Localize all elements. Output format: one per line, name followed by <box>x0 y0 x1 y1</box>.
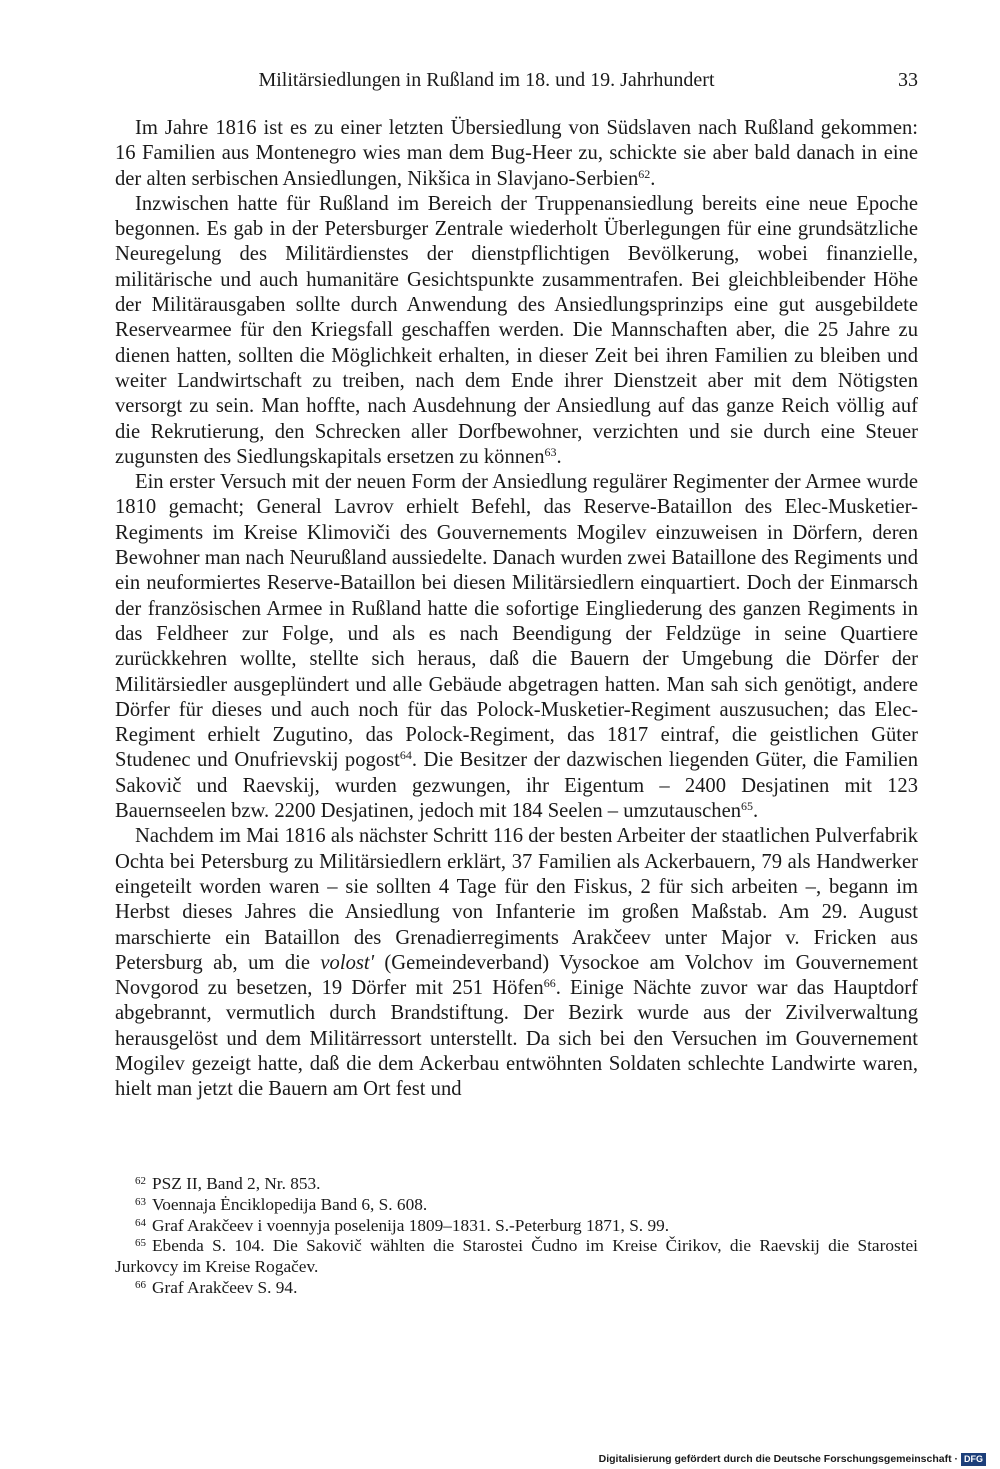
footnote-number: 63 <box>135 1195 146 1208</box>
footnote: $^{62}$ PSZ II, Band 2, Nr. 853. <box>135 1174 321 1193</box>
footnote-ref: 62 <box>638 166 651 181</box>
paragraph: Ein erster Versuch mit der neuen Form der Ansiedlung regulärer Regimenter der Armee wurde 1810 gemacht; General Lavrov erhielt Befehl, das Reserve-Bataillon des Elec-Musketier-Regiments im Kreise Klimoviči des Gouvernements Mogilev einzuweisen in Dörfern, deren Bewohner man nach Neurußland aussiedelte. Danach wurden zwei Bataillone des Regiments und ein neuformiertes Reserve-Bataillon bei diesen Militärsiedlern einquartiert. Doch der Einmarsch der französischen Armee in Rußland hatte die sofortige Eingliederung des ganzen Regiments in das Feldheer zur Folge, und als es nach Beendigung der Feldzüge in seine Quartiere zurückkehren wollte, stellte sich heraus, daß die Bauern der Umgebung die Dörfer der Militärsiedler ausgeplündert und alle Gebäude abgetragen hatten. Man sah sich genötigt, andere Dörfer für dieses und auch noch für das Polock-Musketier-Regiment auszusuchen; das Elec-Regiment erhielt Zugutino, das Polock-Regiment, das 1817 eintraf, die geistlichen Güter Studenec und Onufrievskij pogost$^{64}$. Die Besitzer der dazwischen liegenden Güter, die Familien Sakovič und Raevskij, wurden gezwungen, ihr Eigentum – 2400 Desjatinen mit 123 Bauernseelen bzw. 2200 Desjatinen, jedoch mit 184 Seelen – umzutauschen$^{65}$. <box>115 471 918 823</box>
paragraph: Inzwischen hatte für Rußland im Bereich der Truppenansiedlung bereits eine neue Epoche begonnen. Es gab in der Petersburger Zentrale wiederholt Überlegungen für eine grundsätzliche Neuregelung des Militärdienstes der dienstpflichtigen Bevölkerung, wobei finanzielle, militärische und auch humanitäre Gesichtspunkte zusammentrafen. Bei gleichbleibender Höhe der Militärausgaben sollte durch Anwendung des Ansiedlungsprinzips eine gut ausgebildete Reservearmee für den Kriegsfall geschaffen werden. Die Mannschaften aber, die 25 Jahre zu dienen hatten, sollten die Möglichkeit erhalten, in dieser Zeit bei ihren Familien zu bleiben und weiter Landwirtschaft zu treiben, nach dem Ende ihrer Dienstzeit aber mit dem Nötigsten versorgt zu sein. Man hoffte, nach Ausdehnung der Ansiedlung auf das ganze Reich völlig auf die Rekrutierung, den Schrecken aller Dorfbewohner, verzichten und sie durch eine Steuer zugunsten des Siedlungskapitals ersetzen zu können$^{63}$. <box>115 192 918 468</box>
paragraph: Nachdem im Mai 1816 als nächster Schritt 116 der besten Arbeiter der staatlichen Pulverfabrik Ochta bei Petersburg zu Militärsiedlern erklärt, 37 Familien als Ackerbauern, 79 als Handwerker eingeteilt worden waren – sie sollten 4 Tage für den Fiskus, 2 für sich arbeiten –, begann im Herbst dieses Jahres die Ansiedlung von Infanterie im großen Maßstab. Am 29. August marschierte ein Bataillon des Grenadierregiments Arakčeev unter Major v. Fricken aus Petersburg ab, um die volost' (Gemeindeverband) Vysockoe am Volchov im Gouvernement Novgorod zu besetzen, 19 Dörfer mit 251 Höfen$^{66}$. Einige Nächte zuvor war das Hauptdorf abgebrannt, vermutlich durch Brandstiftung. Der Bezirk wurde aus der Zivilverwaltung herausgelöst und dem Militärressort unterstellt. Da sich bei den Versuchen im Gouvernement Mogilev gezeigt hatte, daß die dem Ackerbau entwöhnten Soldaten schlechte Landwirte waren, hielt man jetzt die Bauern am Ort fest und <box>115 825 919 1101</box>
footnote-ref: 64 <box>399 748 412 763</box>
footnote-number: 65 <box>135 1237 146 1250</box>
body-text <box>115 116 918 1103</box>
footnote-number: 66 <box>135 1278 146 1291</box>
footnote: $^{65}$ Ebenda S. 104. Die Sakovič wählten die Starostei Čudno im Kreise Čirikov, die Raevskij die Starostei Jurkovcy im Kreise Rogačev. <box>115 1236 918 1277</box>
footnote-number: 62 <box>135 1175 146 1187</box>
paragraph: Im Jahre 1816 ist es zu einer letzten Übersiedlung von Südslaven nach Rußland gekommen: 16 Familien aus Montenegro wies man dem Bug-Heer zu, schickte sie aber bald danach in eine der alten serbischen Ansiedlungen, Nikšica in Slavjano-Serbien$^{62}$. <box>115 117 918 190</box>
italic-term: volost' <box>320 951 375 974</box>
page-number: 33 <box>898 69 918 91</box>
footnote: $^{66}$ Graf Arakčeev S. 94. <box>135 1277 298 1297</box>
footnote: $^{63}$ Voennaja Ėnciklopedija Band 6, S. 608. <box>135 1194 428 1214</box>
running-title: Militärsiedlungen in Rußland im 18. und 19. Jahrhundert <box>258 69 715 91</box>
footnote: $^{64}$ Graf Arakčeev i voennyja poselenija 1809–1831. S.-Peterburg 1871, S. 99. <box>135 1215 670 1235</box>
footnote-ref: 66 <box>543 976 556 991</box>
footnote-ref: 65 <box>741 799 754 814</box>
dfg-logo: DFG <box>961 1453 986 1466</box>
footnotes <box>115 1174 918 1299</box>
footnote-ref: 63 <box>544 444 557 459</box>
digitization-credit <box>599 1451 986 1467</box>
page-header <box>115 64 918 96</box>
footnote-number: 64 <box>135 1216 146 1229</box>
credit-text: Digitalisierung gefördert durch die Deutsche Forschungsgemeinschaft · <box>598 1453 958 1465</box>
